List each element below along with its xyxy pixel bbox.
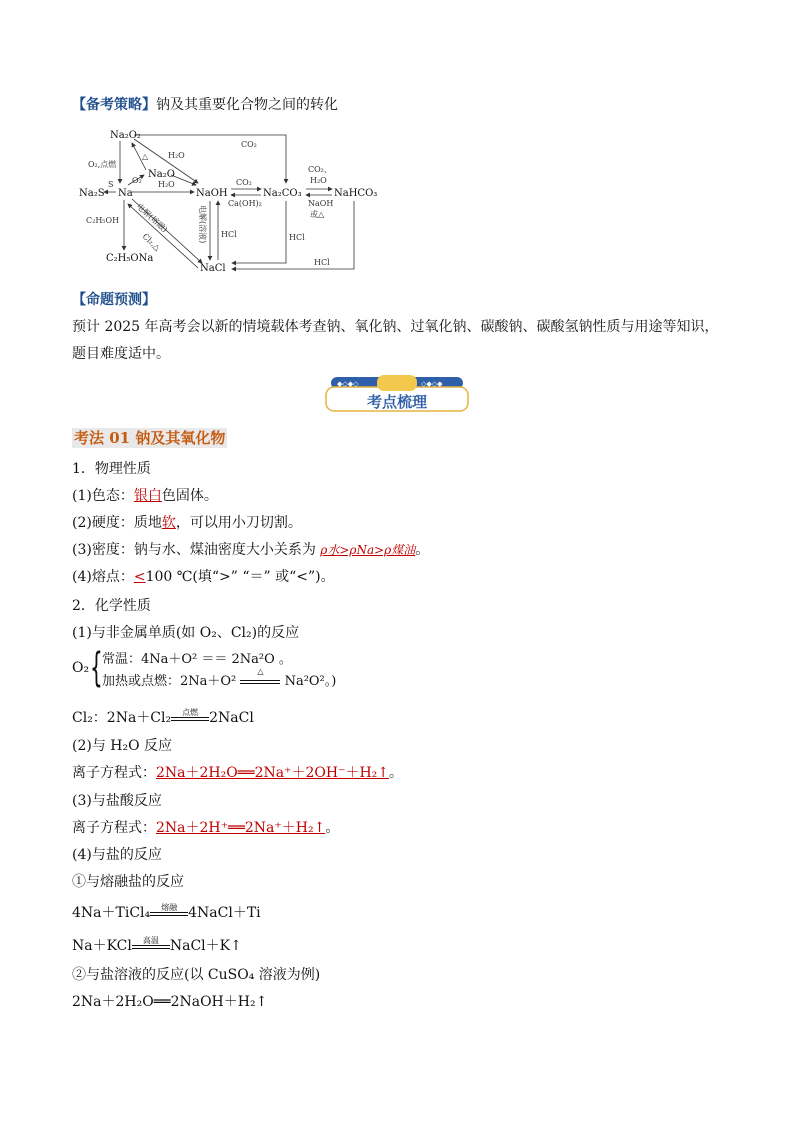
label-dianjie-rr: 电解(熔融)	[134, 201, 170, 235]
label-c2h5oh: C₂H₅OH	[86, 216, 120, 225]
forecast-line-2: 题目难度适中。	[72, 346, 170, 362]
label-h2o-3: H₂O	[310, 176, 327, 185]
node-na2o: Na₂O	[148, 169, 175, 180]
label-co2-2: CO₂	[236, 178, 252, 187]
kcl-reaction: Na＋KCl 高温 NaCl＋K↑	[72, 936, 242, 954]
answer-water-eq: 2Na＋2H₂O══2Na⁺＋2OH⁻＋H₂↑	[156, 765, 389, 781]
answer-color: 银白	[133, 488, 162, 504]
physical-heading: 1．物理性质	[72, 461, 151, 477]
answer-density: ρ水>ρNa>ρ煤油	[320, 543, 416, 557]
label-hcl-1: HCl	[221, 230, 237, 239]
physical-melting: (4)熔点：<100 ℃(填“>” “＝” 或“<”)。	[72, 569, 335, 585]
o2-label: O₂	[72, 660, 90, 676]
node-nacl: NaCl	[200, 263, 226, 274]
answer-acid-eq: 2Na＋2H⁺══2Na⁺＋H₂↑	[156, 820, 326, 836]
label-cl2: Cl₂,△	[140, 231, 162, 253]
label-co2-h2o: CO₂、	[308, 165, 332, 174]
label-h2o-1: H₂O	[168, 151, 185, 160]
label-co2-top: CO₂	[241, 140, 257, 149]
label-hcl-2: HCl	[289, 233, 305, 242]
sodium-conversion-diagram	[76, 125, 378, 275]
section-01-title: 考法 01 钠及其氧化物	[74, 429, 226, 447]
solution-heading: ②与盐溶液的反应(以 CuSO₄ 溶液为例)	[72, 967, 321, 983]
label-naoh-2: NaOH	[308, 199, 334, 208]
o2-normal-eq: 常温：4Na＋O² ＝＝ 2Na²O 。	[102, 652, 292, 667]
label-dianjie-ry: 电解(溶液)	[198, 205, 207, 244]
svg-text:◇◆◇◆: ◇◆◇◆	[421, 380, 443, 388]
strategy-line	[72, 96, 338, 114]
diagram-svg	[76, 125, 378, 275]
label-caoh2: Ca(OH)₂	[228, 199, 262, 208]
chemical-heading: 2．化学性质	[72, 598, 151, 614]
label-h2o-2: H₂O	[158, 180, 175, 189]
node-na2co3: Na₂CO₃	[263, 188, 302, 199]
solution-eq: 2Na＋2H₂O══2NaOH＋H₂↑	[72, 994, 268, 1010]
label-o2-2: O₂	[132, 176, 142, 185]
label-o2-dianran: O₂,点燃	[88, 160, 117, 169]
cl2-reaction: Cl₂：2Na＋Cl₂ 点燃 2NaCl	[72, 708, 254, 726]
section-banner	[325, 375, 469, 413]
node-naoh: NaOH	[196, 188, 228, 199]
physical-density: (3)密度：钠与水、煤油密度大小关系为 ρ水>ρNa>ρ煤油。	[72, 542, 430, 558]
label-s: S	[108, 180, 114, 189]
acid-heading: (3)与盐酸反应	[72, 793, 162, 809]
molten-heading: ①与熔融盐的反应	[72, 874, 184, 890]
forecast-heading: 【命题预测】	[72, 292, 156, 308]
o2-heat-eq: 加热或点燃：2Na＋O² △ Na²O²。)	[102, 667, 337, 689]
ticl4-reaction: 4Na＋TiCl₄ 熔融 4NaCl＋Ti	[72, 903, 261, 921]
label-hcl-3: HCl	[314, 258, 330, 267]
answer-hardness: 软	[161, 515, 176, 531]
nonmetal-heading: (1)与非金属单质(如 O₂、Cl₂)的反应	[72, 625, 300, 641]
physical-hardness: (2)硬度：质地软，可以用小刀切割。	[72, 515, 302, 531]
physical-color: (1)色态：银白色固体。	[72, 488, 218, 504]
label-huo: 或△	[310, 210, 325, 219]
o2-brace: {	[90, 645, 103, 691]
forecast-line-1: 预计 2025 年高考会以新的情境载体考查钠、氧化钠、过氧化钠、碳酸钠、碳酸氢钠性质与用途等知识，	[72, 319, 719, 335]
salt-heading: (4)与盐的反应	[72, 847, 162, 863]
node-nahco3: NaHCO₃	[334, 188, 378, 199]
node-na: Na	[118, 188, 133, 199]
node-na2o2: Na₂O₂	[110, 130, 141, 141]
banner-title: 考点梳理	[366, 393, 427, 411]
svg-text:◆◇◆◇: ◆◇◆◇	[337, 380, 359, 388]
water-heading: (2)与 H₂O 反应	[72, 738, 173, 754]
answer-melting: <	[133, 569, 146, 585]
strategy-text: 钠及其重要化合物之间的转化	[156, 97, 338, 113]
label-delta1: △	[142, 152, 149, 161]
node-c2h5ona: C₂H₅ONa	[106, 253, 154, 264]
strategy-bracket: 【备考策略】	[72, 97, 156, 113]
water-ion-eq: 离子方程式：2Na＋2H₂O══2Na⁺＋2OH⁻＋H₂↑。	[72, 765, 403, 781]
o2-reactions	[72, 645, 337, 692]
node-na2s: Na₂S	[79, 188, 105, 199]
acid-ion-eq: 离子方程式：2Na＋2H⁺══2Na⁺＋H₂↑。	[72, 820, 340, 836]
